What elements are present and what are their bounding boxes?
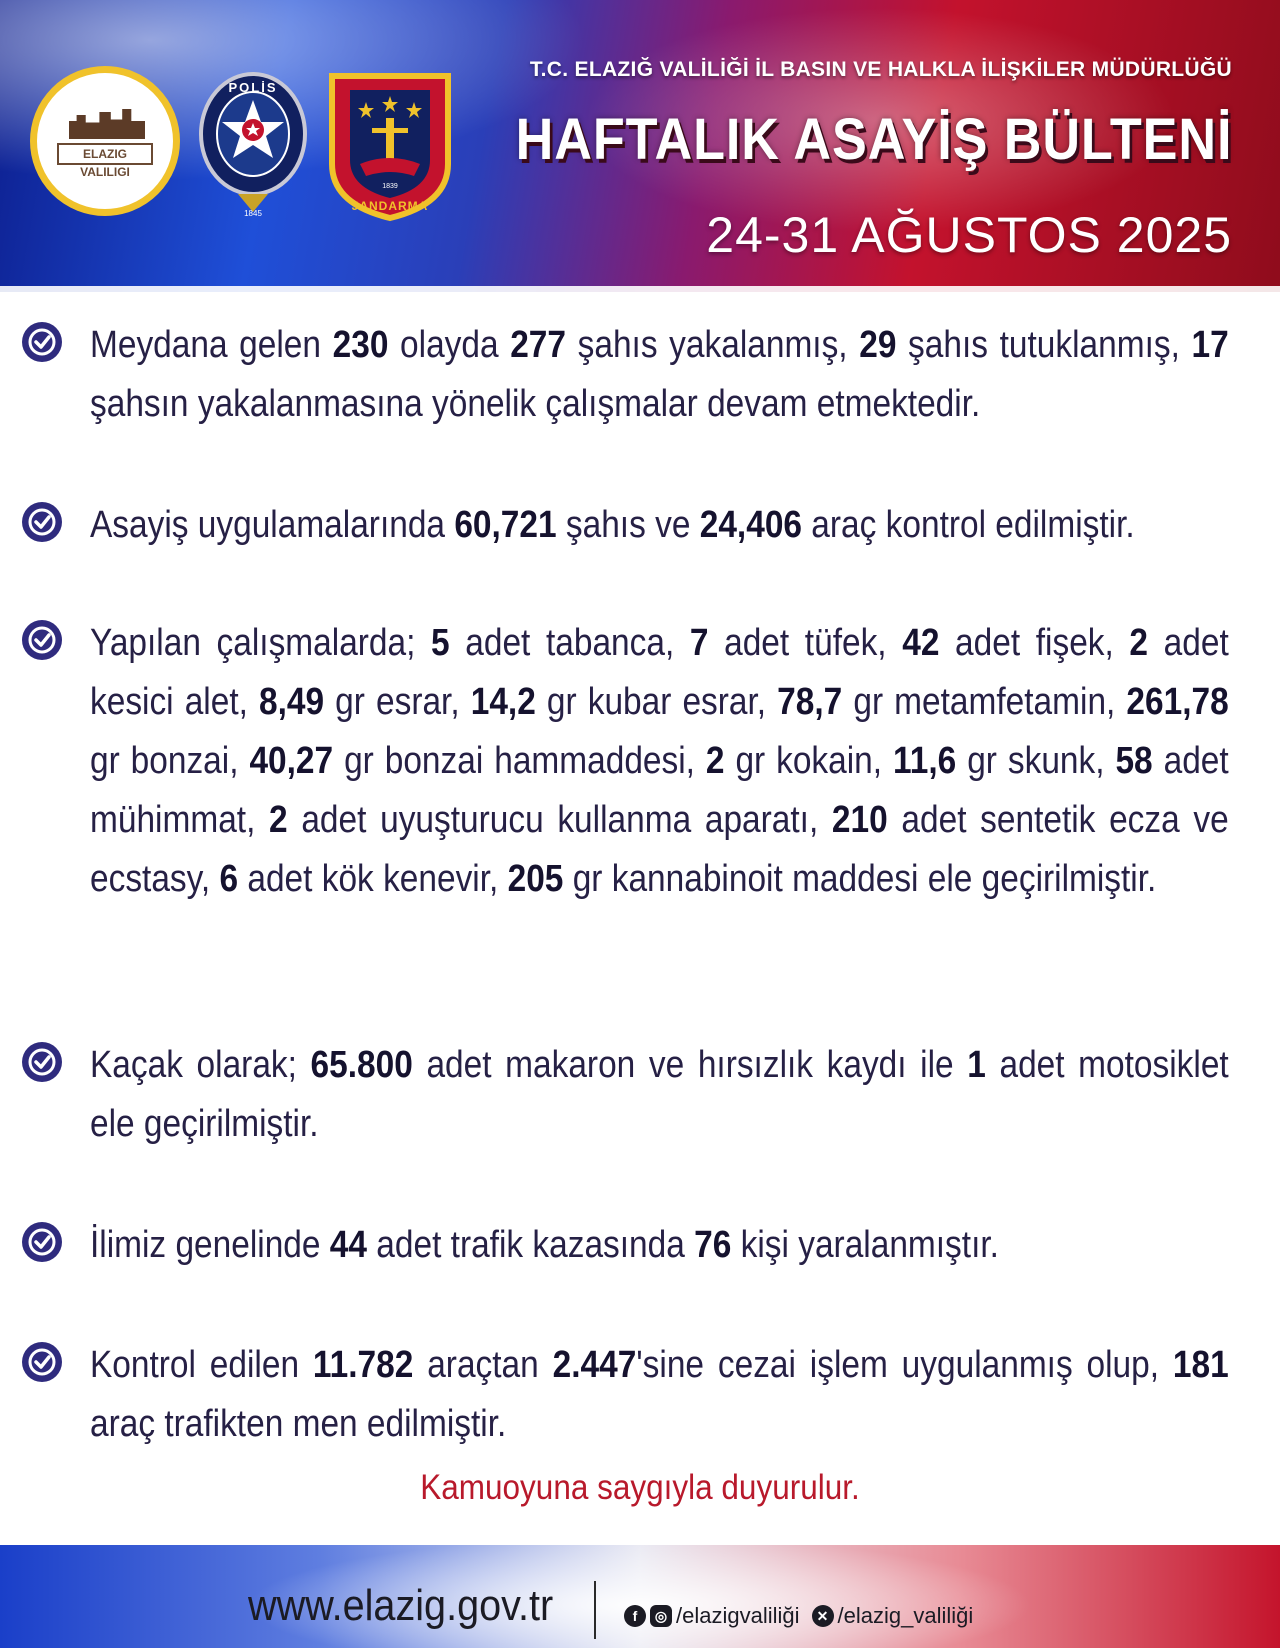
check-icon	[22, 1342, 62, 1382]
valilik-logo-label: ELAZIG VALILIGI	[57, 143, 153, 165]
bulletin-text-segment: şahıs yakalanmış,	[566, 324, 860, 366]
bulletin-figure: 181	[1172, 1344, 1229, 1386]
bulletin-figure: 2.447	[552, 1344, 637, 1386]
check-icon	[22, 1042, 62, 1082]
bulletin-figure: 11,6	[893, 740, 957, 782]
page-title: HAFTALIK ASAYİŞ BÜLTENİ	[515, 107, 1232, 172]
bulletin-figure: 7	[689, 622, 709, 664]
polis-year: 1845	[244, 209, 262, 218]
bulletin-text-segment: gr kannabinoit maddesi ele geçirilmiştir.	[563, 858, 1157, 900]
bulletin-item-text	[90, 1216, 1229, 1275]
bulletin-text-segment: İlimiz genelinde	[90, 1224, 330, 1266]
footer-bar	[0, 1545, 1280, 1648]
bulletin-text-segment: şahsın yakalanmasına yönelik çalışmalar devam etmektedir.	[90, 383, 981, 425]
bulletin-figure: 42	[902, 622, 940, 664]
bulletin-text-segment: araç kontrol edilmiştir.	[802, 504, 1135, 546]
bulletin-figure: 29	[859, 324, 897, 366]
bulletin-text-segment: adet sentetik ecza ve ecstasy,	[90, 799, 1229, 900]
check-icon	[22, 322, 62, 362]
bulletin-figure: 78,7	[777, 681, 843, 723]
bulletin-text-segment: araçtan	[413, 1344, 553, 1386]
bulletin-text-segment: şahıs ve	[556, 504, 700, 546]
bulletin-figure: 65.800	[310, 1044, 413, 1086]
elazig-valiligi-logo	[30, 66, 180, 216]
bulletin-figure: 205	[507, 858, 564, 900]
bulletin-figure: 2	[1129, 622, 1149, 664]
bulletin-text-segment: adet motosiklet ele geçirilmiştir.	[90, 1044, 1229, 1145]
bulletin-figure: 277	[510, 324, 567, 366]
bulletin-text-segment: gr kubar esrar,	[535, 681, 778, 723]
bulletin-figure: 210	[831, 799, 888, 841]
facebook-icon[interactable]: f	[624, 1605, 646, 1627]
bulletin-text-segment: Kontrol edilen	[90, 1344, 313, 1386]
castle-icon	[69, 109, 145, 139]
bulletin-text-segment: Meydana gelen	[90, 324, 333, 366]
check-icon	[22, 1222, 62, 1262]
bulletin-text-segment: adet makaron ve hırsızlık kaydı ile	[412, 1044, 968, 1086]
bulletin-figure: 17	[1191, 324, 1229, 366]
bulletin-figure: 44	[329, 1224, 367, 1266]
bulletin-text-segment: adet trafik kazasında	[366, 1224, 695, 1266]
bulletin-text-segment: gr esrar,	[324, 681, 471, 723]
bulletin-text-segment: adet kesici alet,	[90, 622, 1229, 723]
bulletin-item-text	[90, 1036, 1229, 1154]
bulletin-text-segment: adet tüfek,	[708, 622, 903, 664]
bulletin-figure: 1	[967, 1044, 986, 1086]
bulletin-text-segment: araç trafikten men edilmiştir.	[90, 1403, 507, 1445]
bulletin-figure: 8,49	[259, 681, 325, 723]
bulletin-figure: 14,2	[470, 681, 536, 723]
bulletin-figure: 76	[694, 1224, 732, 1266]
bulletin-text-segment: Kaçak olarak;	[90, 1044, 311, 1086]
bulletin-figure: 2	[269, 799, 288, 841]
social-handle-facebook-instagram[interactable]: /elazigvaliliği	[676, 1603, 800, 1628]
bulletin-figure: 5	[431, 622, 450, 664]
polis-logo	[198, 66, 308, 226]
bulletin-figure: 261,78	[1126, 681, 1229, 723]
bulletin-text-segment: gr bonzai,	[90, 740, 250, 782]
bulletin-text-segment: adet tabanca,	[449, 622, 690, 664]
x-icon[interactable]: ✕	[812, 1605, 834, 1627]
bulletin-text-segment: Asayiş uygulamalarında	[90, 504, 455, 546]
header-organization: T.C. ELAZIĞ VALİLİĞİ İL BASIN VE HALKLA İLİŞKİLER MÜDÜRLÜĞÜ	[529, 58, 1232, 81]
bulletin-date: 24-31 AĞUSTOS 2025	[706, 207, 1232, 263]
check-icon	[22, 620, 62, 660]
bulletin-item-text	[90, 614, 1229, 909]
bulletin-item-text	[90, 496, 1229, 555]
bulletin-text-segment: adet kök kenevir,	[238, 858, 508, 900]
bulletin-item-text	[90, 316, 1229, 434]
bulletin-text-segment: gr kokain,	[724, 740, 894, 782]
bulletin-figure: 11.782	[312, 1344, 414, 1386]
instagram-icon[interactable]: ◎	[650, 1605, 672, 1627]
jandarma-logo-label: JANDARMA	[351, 199, 429, 213]
social-links	[624, 1601, 973, 1631]
bulletin-text-segment: adet fişek,	[939, 622, 1130, 664]
closing-statement: Kamuoyuna saygıyla duyurulur.	[420, 1468, 860, 1507]
bulletin-text-segment: olayda	[388, 324, 511, 366]
bulletin-text-segment: Yapılan çalışmalarda;	[90, 622, 432, 664]
bulletin-figure: 60,721	[454, 504, 557, 546]
website-link[interactable]: www.elazig.gov.tr	[248, 1581, 554, 1630]
bulletin-figure: 24,406	[699, 504, 803, 546]
bulletin-text-segment: şahıs tutuklanmış,	[896, 324, 1192, 366]
jandarma-logo	[328, 72, 452, 222]
bulletin-text-segment: kişi yaralanmıştır.	[731, 1224, 999, 1266]
bulletin-text-segment: adet uyuşturucu kullanma aparatı,	[287, 799, 832, 841]
bulletin-text-segment: adet mühimmat,	[90, 740, 1229, 841]
bulletin-item-text	[90, 1336, 1229, 1454]
polis-logo-label: POLİS	[228, 80, 278, 95]
bulletin-figure: 230	[332, 324, 389, 366]
bulletin-text-segment: gr skunk,	[956, 740, 1116, 782]
bulletin-figure: 2	[705, 740, 725, 782]
bulletin-figure: 6	[219, 858, 239, 900]
header-banner	[0, 0, 1280, 292]
footer-divider	[594, 1581, 596, 1639]
bulletin-figure: 40,27	[249, 740, 334, 782]
bulletin-figure: 58	[1115, 740, 1153, 782]
jandarma-year: 1839	[382, 183, 398, 190]
social-handle-x[interactable]: /elazig_valiliği	[837, 1603, 974, 1628]
check-icon	[22, 502, 62, 542]
bulletin-text-segment: gr metamfetamin,	[842, 681, 1127, 723]
bulletin-text-segment: 'sine cezai işlem uygulanmış olup,	[636, 1344, 1173, 1386]
bulletin-text-segment: gr bonzai hammaddesi,	[333, 740, 706, 782]
